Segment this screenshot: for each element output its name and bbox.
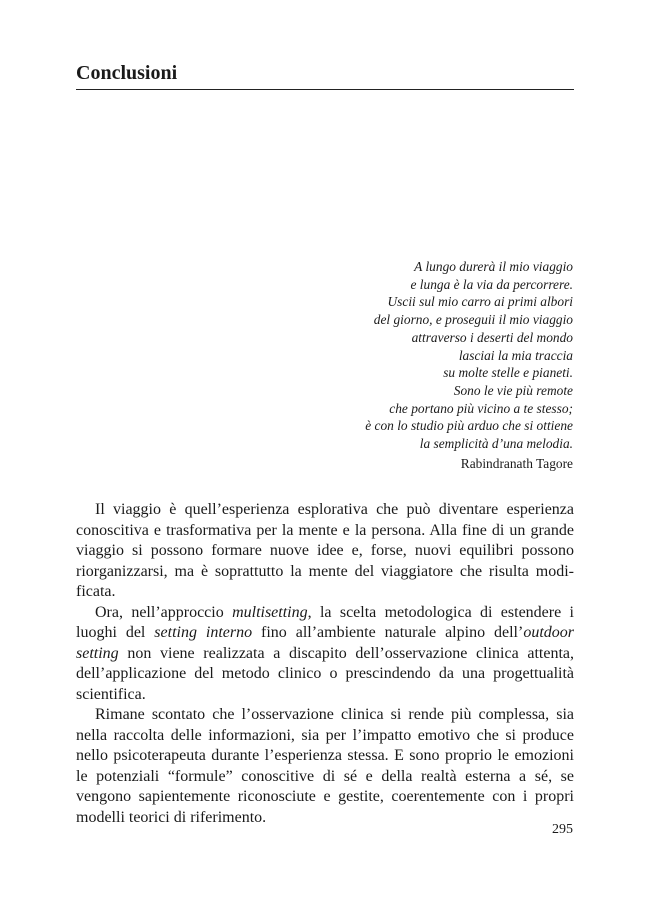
epigraph-line: del giorno, e proseguii il mio viaggio xyxy=(373,312,573,328)
epigraph xyxy=(273,258,573,472)
epigraph-line: la semplicità d’una melodia. xyxy=(419,436,573,452)
paragraph-1: Il viaggio è quell’esperienza esplorativa che può diventare esperienza conoscitiva e trasformativa per la mente e la persona. Alla fine di un grande viaggio si possono formare nuove idee e, forse, nuovi equilibri possono riorganizzarsi, ma è soprattutto la mente del viaggiatore che risulta modificata. xyxy=(76,501,574,600)
paragraph-2-emphasis-outdoor-setting: outdoor setting xyxy=(76,624,574,662)
epigraph-line: e lunga è la via da percorrere. xyxy=(410,276,573,292)
epigraph-line: è con lo studio più arduo che si ottiene xyxy=(365,418,573,434)
epigraph-line: Sono le vie più remote xyxy=(453,382,573,398)
chapter-title: Conclusioni xyxy=(76,62,178,84)
paragraph-2-text-1: Ora, nell’approccio xyxy=(95,603,233,621)
epigraph-author: Rabindranath Tagore xyxy=(460,455,573,471)
epigraph-line: A lungo durerà il mio viaggio xyxy=(414,259,573,274)
epigraph-line: attraverso i deserti del mondo xyxy=(411,329,573,345)
paragraph-2-emphasis-multisetting: multisetting xyxy=(232,603,308,621)
body-text xyxy=(76,500,574,828)
page-number: 295 xyxy=(552,822,573,837)
epigraph-line: lasciai la mia traccia xyxy=(458,347,573,363)
paragraph-2-emphasis-setting-interno: setting interno xyxy=(154,624,253,641)
paragraph-3: Rimane scontato che l’osservazione clinica si rende più complessa, sia nella raccolta delle informazioni, sia per l’impatto emotivo che si produce nello psicoterapeuta durante l’esperienza stessa. E sono proprio le emozioni le potenziali “formule” conoscitive di sé e della realtà esterna a sé, se vengono sapientemente riconosciute e gestite, coerentemente con i propri modelli teorici di riferimento. xyxy=(76,706,574,826)
paragraph-2-text-4: non viene realizzata a discapito dell’osservazione clinica attenta, dell’applicazione del metodo clinico o prescindendo da una progettualità scientifica. xyxy=(76,644,574,703)
epigraph-line: su molte stelle e pianeti. xyxy=(443,365,573,381)
paragraph-2-text-3: fino all’ambiente naturale alpino dell’ xyxy=(252,624,524,641)
epigraph-line: Uscii sul mio carro ai primi albori xyxy=(387,294,573,310)
paragraph-2-text-2: , la scelta metodologica di estendere i luoghi del xyxy=(76,603,574,641)
epigraph-line: che portano più vicino a te stesso; xyxy=(389,400,573,416)
title-rule xyxy=(76,89,574,90)
paragraph-2 xyxy=(76,603,574,706)
